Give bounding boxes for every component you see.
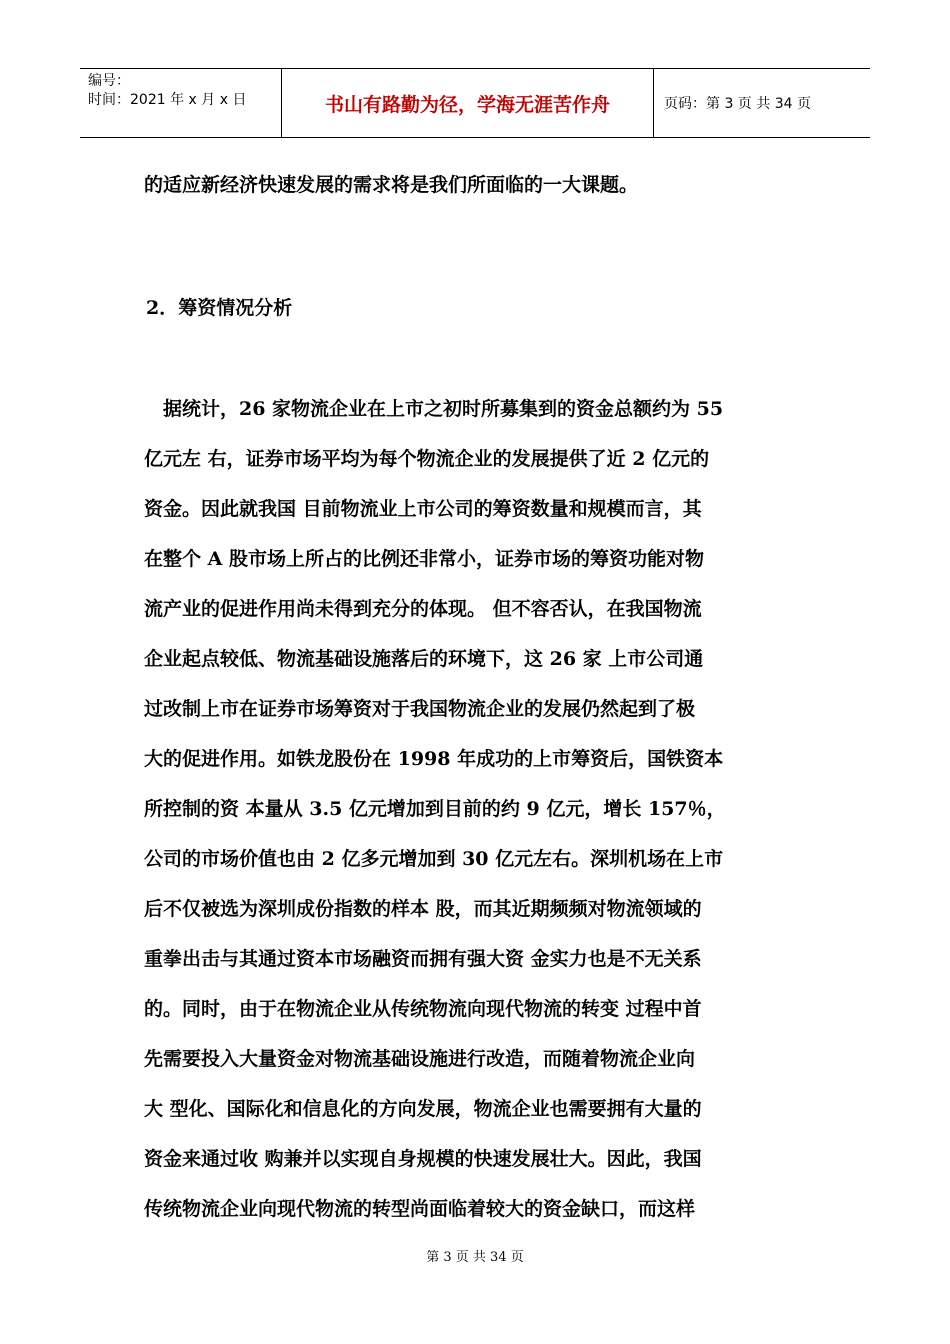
paragraph-line: 大的促进作用。如铁龙股份在 1998 年成功的上市筹资后，国铁资本: [144, 748, 724, 770]
paragraph-line: 在整个 A 股市场上所占的比例还非常小，证券市场的筹资功能对物: [144, 548, 704, 570]
paragraph-line: 先需要投入大量资金对物流基础设施进行改造，而随着物流企业向: [144, 1048, 696, 1070]
paragraph-line: 大 型化、国际化和信息化的方向发展，物流企业也需要拥有大量的: [144, 1098, 702, 1120]
header-motto-cell: [282, 69, 654, 137]
page-footer: 第 3 页 共 34 页: [426, 1250, 524, 1265]
paragraph-line: 流产业的促进作用尚未得到充分的体现。 但不容否认，在我国物流: [144, 598, 702, 620]
paragraph-line: 后不仅被选为深圳成份指数的样本 股，而其近期频频对物流领域的: [144, 898, 702, 920]
paragraph-line: 所控制的资 本量从 3.5 亿元增加到目前的约 9 亿元，增长 157％，: [144, 798, 726, 820]
intro-text: [144, 160, 806, 210]
paragraph-line: 企业起点较低、物流基础设施落后的环境下，这 26 家 上市公司通: [144, 648, 704, 670]
section-heading-block: [146, 283, 808, 333]
paragraph-line: 过改制上市在证券市场筹资对于我国物流企业的发展仍然起到了极: [144, 698, 696, 720]
paragraph-line: 公司的市场价值也由 2 亿多元增加到 30 亿元左右。深圳机场在上市: [144, 848, 724, 870]
paragraph-line: 的。同时，由于在物流企业从传统物流向现代物流的转变 过程中首: [144, 998, 702, 1020]
header-meta-cell: [80, 69, 282, 137]
document-number-label: 编号：: [88, 73, 130, 89]
document-date: 时间：2021 年 x 月 x 日: [88, 92, 247, 108]
intro-line: 的适应新经济快速发展的需求将是我们所面临的一大课题。: [144, 174, 639, 196]
paragraph-line: 资金来通过收 购兼并以实现自身规模的快速发展壮大。因此，我国: [144, 1148, 702, 1170]
paragraph-line: 据统计，26 家物流企业在上市之初时所募集到的资金总额约为 55: [144, 398, 724, 420]
paragraph-line: 传统物流企业向现代物流的转型尚面临着较大的资金缺口，而这样: [144, 1198, 696, 1220]
paragraph-line: 资金。因此就我国 目前物流业上市公司的筹资数量和规模而言，其: [144, 498, 702, 520]
body-paragraph: [144, 384, 806, 1234]
paragraph-line: 亿元左 右，证券市场平均为每个物流企业的发展提供了近 2 亿元的: [144, 448, 710, 470]
section-heading: 2．筹资情况分析: [146, 297, 293, 319]
paragraph-line: 重拳出击与其通过资本市场融资而拥有强大资 金实力也是不无关系: [144, 948, 702, 970]
header-page-number: 页码：第 3 页 共 34 页: [664, 96, 811, 112]
page-header: [80, 68, 870, 138]
header-page-cell: [654, 69, 870, 137]
header-motto: 书山有路勤为径，学海无涯苦作舟: [324, 93, 610, 116]
